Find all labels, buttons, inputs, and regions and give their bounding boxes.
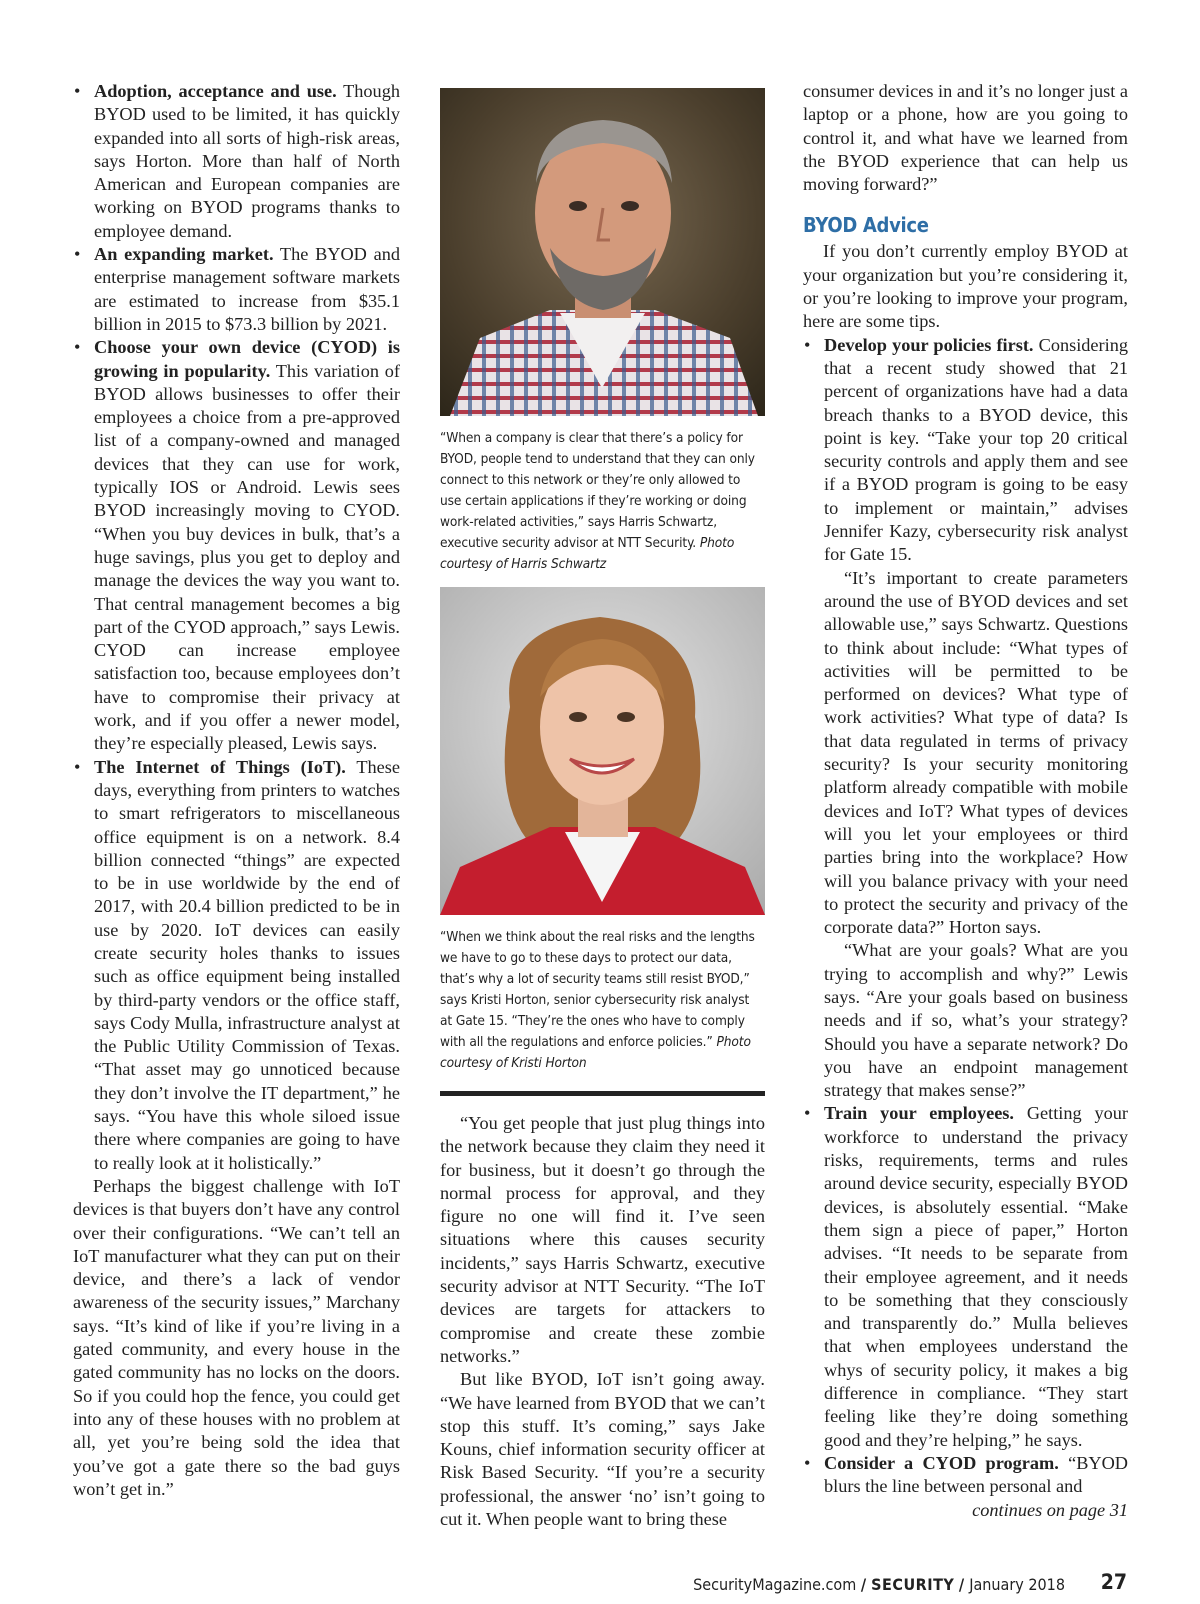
photo-caption-horton: “When we think about the real risks and the lengths we have to go to these days to protect our data, that’s why a lot of security teams still resist BYOD,” says Kristi Horton, senior cybersecurity risk analyst at Gate 15. “They’re the ones who have to comply with all the regulations and enforce policies.” Photo courtesy of Kristi Horton <box>440 929 755 1071</box>
column-middle <box>440 1112 765 1531</box>
column-left <box>73 80 400 1501</box>
list-item: • An expanding market. The BYOD and enterprise management software markets are estimated to increase from $35.1 billion in 2015 to $73.3 billion by 2021. <box>73 243 400 336</box>
divider-rule <box>440 1091 765 1096</box>
page-number: 27 <box>1100 1570 1127 1594</box>
page-footer <box>0 1570 1200 1604</box>
body-paragraph: But like BYOD, IoT isn’t going away. “We have learned from BYOD that we can’t stop this stuff. It’s coming,” says Jake Kouns, chief information security officer at Risk Based Security. “If you’re a security professional, the answer ‘no’ isn’t going to cut it. When people want to bring these <box>440 1369 765 1530</box>
list-item: • Consider a CYOD program. “BYOD blurs the line between personal and <box>803 1452 1128 1499</box>
list-item: • The Internet of Things (IoT). These days, everything from printers to watches to smart refrigerators to miscellaneous office equipment is on a network. 8.4 billion connected “things” are expected to be in use worldwide by the end of 2017, with 20.4 billion predicted to be in use by 2020. IoT devices can easily create security holes thanks to issues such as office equipment being installed by third-party vendors or the office staff, says Cody Mulla, infrastructure analyst at the Public Utility Commission of Texas. “That asset may go unnoticed because they don’t involve the IT department,” he says. “You have this whole siloed issue there where companies are going to have to really look at it holistically.” <box>73 756 400 1175</box>
column-right <box>803 80 1128 1522</box>
advice-list <box>803 334 1128 1103</box>
list-item: • Develop your policies first. Considering that a recent study showed that 21 percent of organizations have had a data breach thanks to a BYOD device, this point is key. “Take your top 20 critical security controls and apply them and see if a BYOD program is going to be easy to implement or maintain,” advises Jennifer Kazy, cybersecurity risk analyst for Gate 15. “It’s important to create parameters around the use of BYOD devices and set allowable use,” says Schwartz. Questions to think about include: “What types of activities will be permitted to be performed on devices? What type of work activities? What type of data? Is that data regulated in terms of privacy security? Is your security monitoring platform already compatible with mobile devices and IoT? What types of devices will you let your employees or third parties bring into the workplace? How will you balance privacy with your need to protect the security and privacy of the corporate data?” Horton says. “What are your goals? What are you trying to accomplish and why?” Lewis says. “Are your goals based on business needs and if so, what’s your strategy? Should you have a separate network? Do you have an endpoint management strategy that makes sense?” <box>803 334 1128 1103</box>
body-paragraph: Perhaps the biggest challenge with IoT devices is that buyers don’t have any control over their configurations. “We can’t tell an IoT manufacturer what they can put on their device, and there’s a lack of vendor awareness of the security issues,” Marchany says. “It’s kind of like if you’re living in a gated community, and every house in the gated community has no locks on the doors. So if you could hop the fence, you could get into any of these houses with no problem at all, yet you’re being sold the idea that you’ve got a gate there so the bad guys won’t get in.” <box>73 1175 400 1499</box>
list-item: • Adoption, acceptance and use. Though BYOD used to be limited, it has quickly expanded into all sorts of high-risk areas, says Horton. More than half of North American and European companies are working on BYOD programs thanks to employee demand. <box>73 80 400 243</box>
body-paragraph: consumer devices in and it’s no longer just a laptop or a phone, how are you going to control it, and what have we learned from the BYOD experience that can help us moving forward?” <box>803 81 1128 195</box>
photo-caption-schwartz: “When a company is clear that there’s a policy for BYOD, people tend to understand that they can only connect to this network or they’re only allowed to use certain applications if they’re working or doing work-related activities,” says Harris Schwartz, executive security advisor at NTT Security. Photo courtesy of Harris Schwartz <box>440 430 755 572</box>
body-paragraph: “What are your goals? What are you trying to accomplish and why?” Lewis says. “Are your goals based on business needs and if so, what’s your strategy? Should you have a separate network? Do you have an endpoint management strategy that makes sense?” <box>824 940 1128 1101</box>
trend-list <box>73 80 400 1175</box>
body-paragraph: If you don’t currently employ BYOD at your organization but you’re considering it, or you’re looking to improve your program, here are some tips. <box>803 241 1128 332</box>
issue-date: January 2018 <box>969 1575 1065 1594</box>
portrait-harris-schwartz <box>440 88 765 416</box>
body-paragraph: “You get people that just plug things into the network because they claim they need it for business, but it doesn’t go through the normal process for approval, and they figure no one will find it. I’ve seen situations where this causes security incidents,” says Harris Schwartz, executive security advisor at NTT Security. “The IoT devices are targets for attackers to compromise and create these zombie networks.” <box>440 1113 765 1366</box>
footer-folio: SecurityMagazine.com / SECURITY / January 2018 <box>693 1575 1065 1594</box>
continues-note: continues on page 31 <box>972 1499 1128 1520</box>
site-name: SecurityMagazine.com <box>693 1575 857 1594</box>
list-item: • Choose your own device (CYOD) is growing in popularity. This variation of BYOD allows businesses to offer their employees a choice from a pre-approved list of a company-owned and managed devices that they can use for work, typically IOS or Android. Lewis sees BYOD increasingly moving to CYOD. “When you buy devices in bulk, that’s a huge savings, plus you get to deploy and manage the devices the way you want to. That central management becomes a big part of the CYOD approach,” says Lewis. CYOD can increase employee satisfaction too, because employees don’t have to compromise their privacy at work, and if you offer a newer model, they’re especially pleased, Lewis says. <box>73 336 400 755</box>
section-heading: BYOD Advice <box>803 213 929 238</box>
advice-list-continued <box>803 1102 1128 1498</box>
body-paragraph: “It’s important to create parameters around the use of BYOD devices and set allowable use,” says Schwartz. Questions to think about include: “What types of activities will be permitted to be performed on devices? What type of work activities? What type of data? Is that data regulated in terms of privacy security? Is your security monitoring platform already compatible with mobile devices and IoT? What types of devices will you let your employees or third parties bring into the workplace? How will you balance privacy with your need to protect the security and privacy of the corporate data?” Horton says. <box>824 567 1128 938</box>
list-item: • Train your employees. Getting your workforce to understand the privacy risks, requirements, terms and rules around device security, especially BYOD devices, is absolutely essential. “Make them sign a piece of paper,” Horton advises. “It needs to be separate from their employee agreement, and it needs to be something that they consciously and transparently do.” Mulla believes that when employees understand the whys of security policy, it makes a big difference in compliance. “They start feeling like they’re doing something good and they’re helping,” he says. <box>803 1102 1128 1451</box>
portrait-kristi-horton <box>440 587 765 915</box>
magazine-name: SECURITY <box>871 1575 955 1594</box>
